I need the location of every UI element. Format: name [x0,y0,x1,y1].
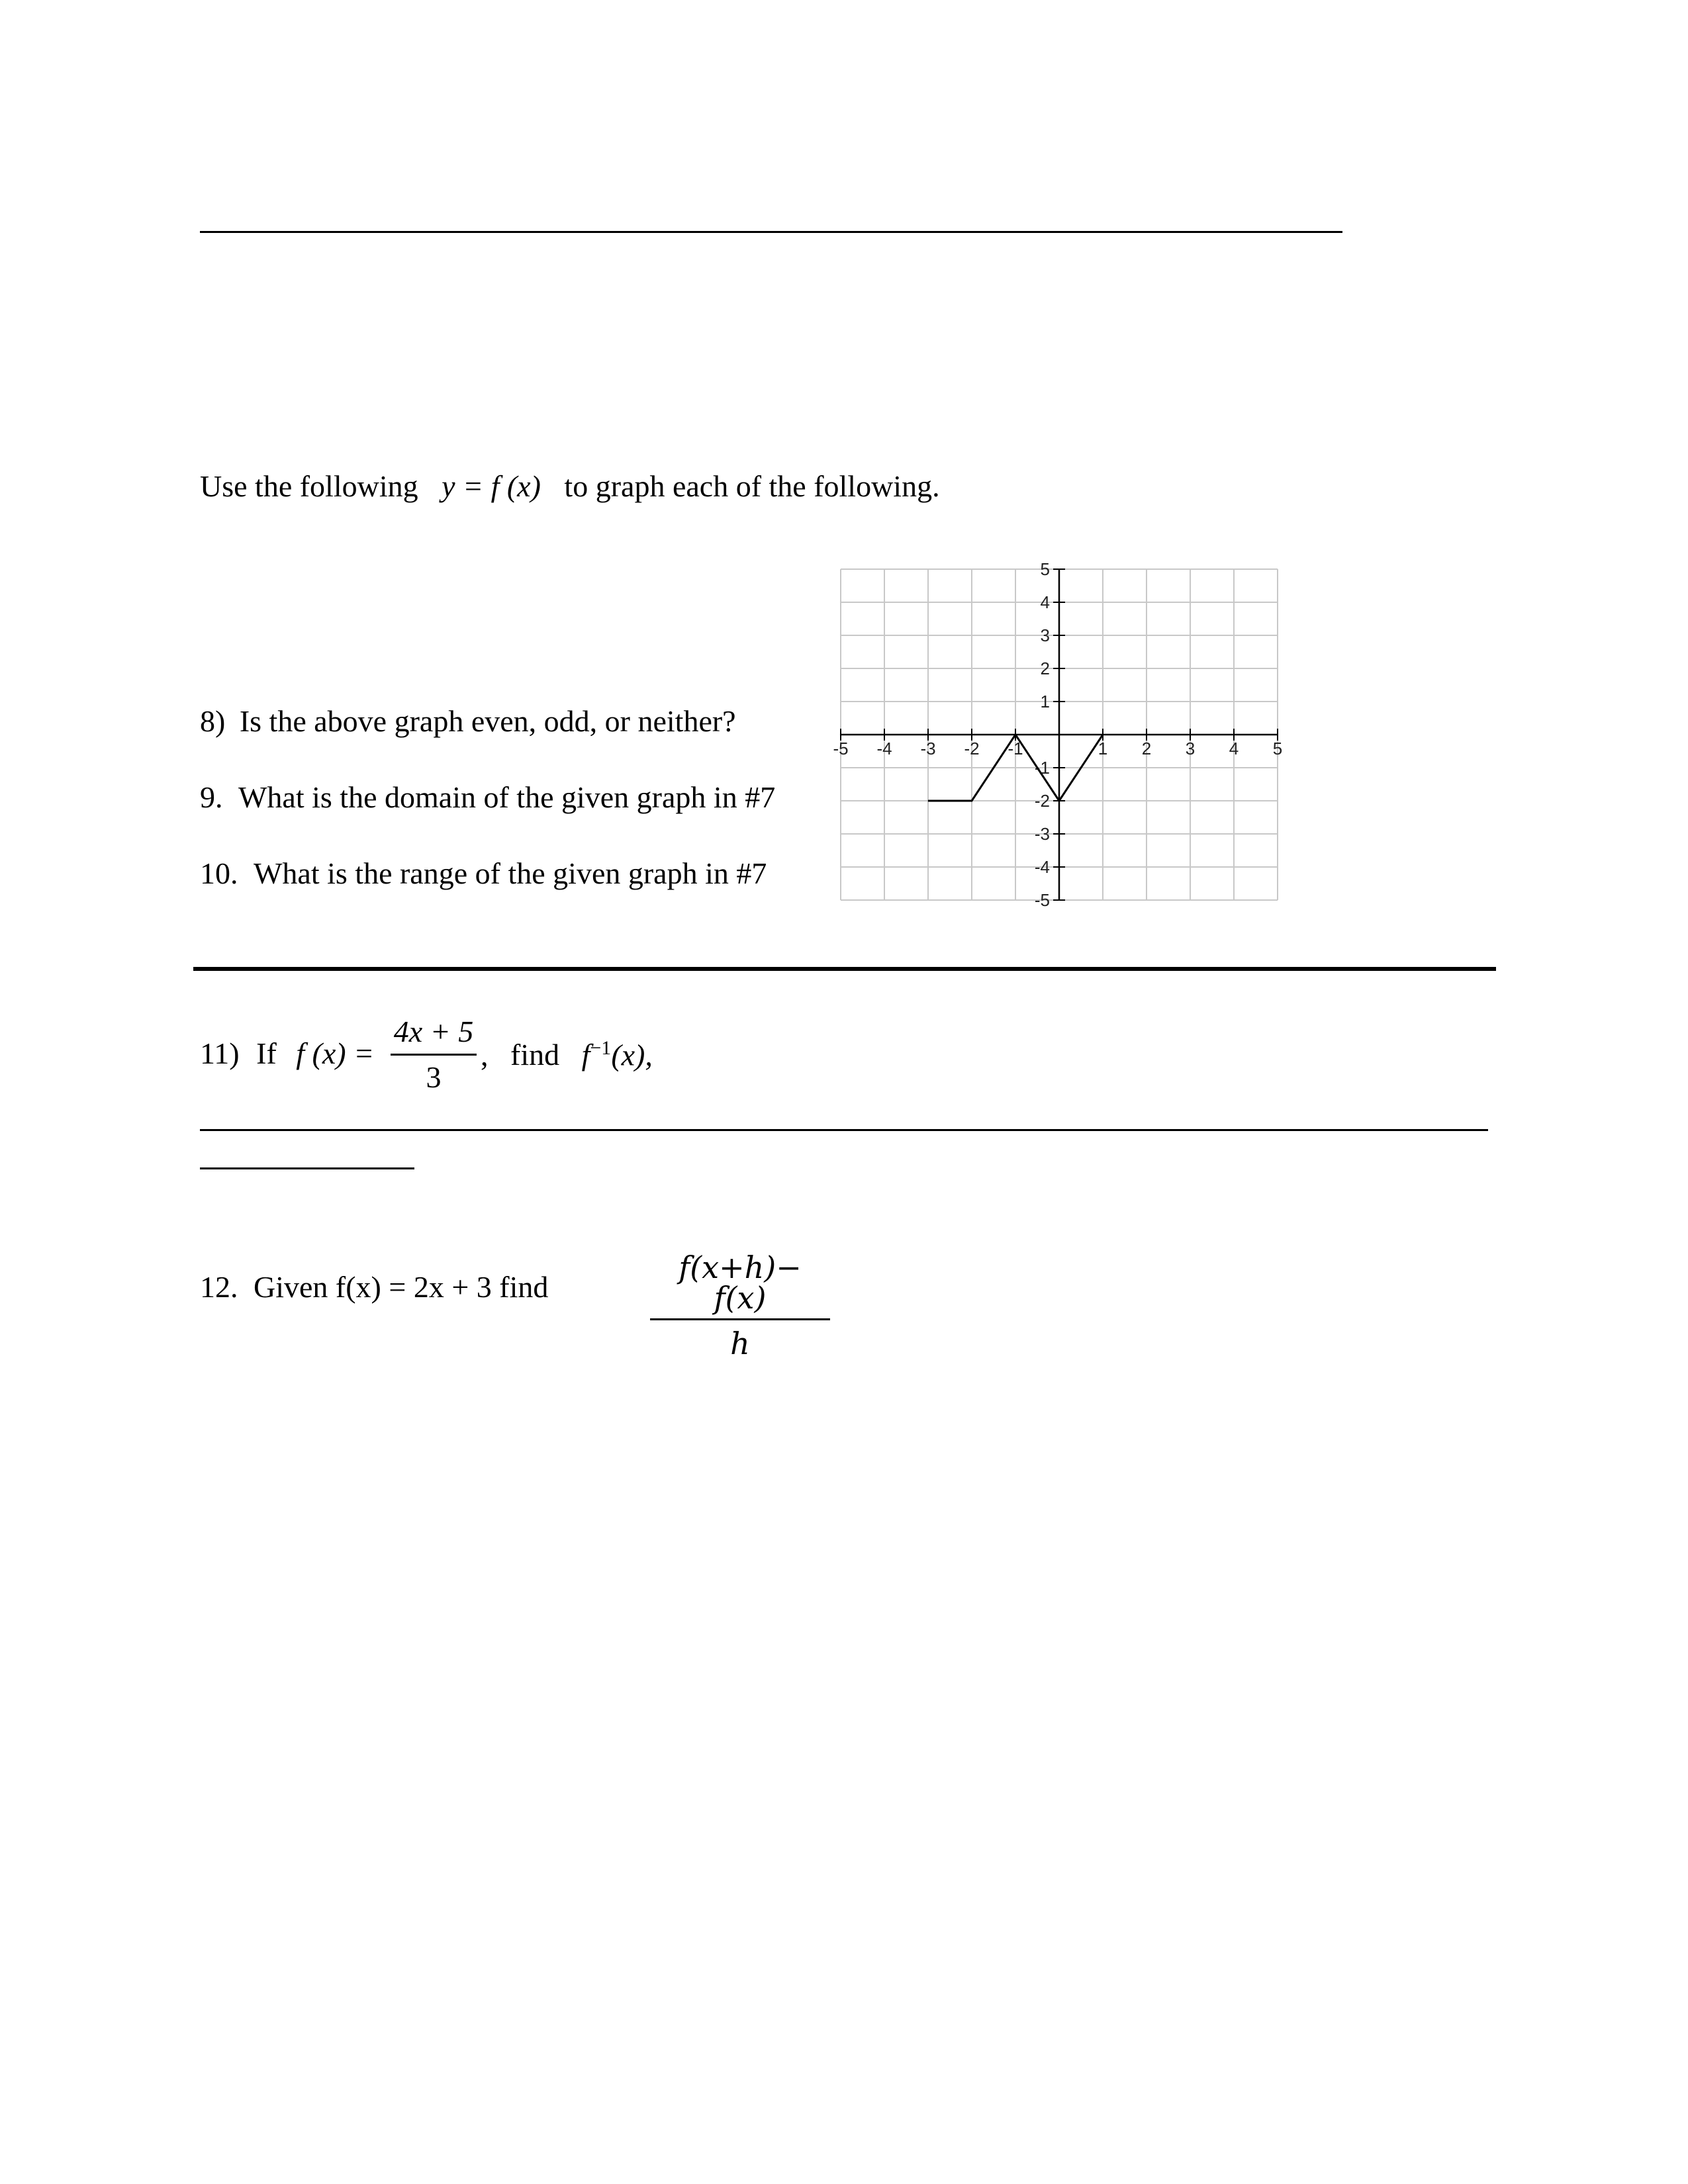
section-divider [193,967,1496,971]
instruction-equation: y = f (x) [442,469,541,503]
answer-line-top [200,231,1342,233]
inverse-function: f [581,1038,590,1072]
question-8 [200,706,736,737]
y-tick-label: 1 [1040,692,1050,711]
comma: , [481,1038,489,1072]
y-tick-label: 3 [1040,625,1050,645]
q11-fraction [391,1017,477,1093]
inverse-exponent: −1 [590,1037,612,1059]
question-9 [200,782,775,813]
x-tick-label: -5 [833,739,849,758]
answer-line-1 [200,1129,1488,1131]
find-word: find [510,1038,560,1072]
y-tick-label: -3 [1034,824,1050,844]
q11-find [481,1038,653,1070]
difference-denominator: h [730,1326,750,1361]
question-number: 11) [200,1036,240,1070]
question-text: Is the above graph even, odd, or neither? [239,704,736,738]
instruction-before: Use the following [200,469,418,503]
question-number: 10. [200,856,238,890]
if-word: If [256,1036,277,1070]
x-tick-label: -4 [876,739,892,758]
instruction [200,471,940,502]
question-12 [200,1272,548,1302]
x-tick-label: 2 [1141,739,1152,758]
function-graph [821,556,1297,927]
graph-axes [841,569,1278,900]
fraction-numerator: 4x + 5 [393,1015,474,1048]
x-tick-label: 3 [1185,739,1196,758]
x-tick-label: 1 [1098,739,1108,758]
question-number: 9. [200,780,223,814]
x-tick-labels [833,739,1282,758]
question-text: What is the range of the given graph in #7 [254,856,767,890]
instruction-after: to graph each of the following. [564,469,940,503]
inverse-argument: (x), [611,1038,653,1072]
fraction-denominator: 3 [426,1060,442,1094]
question-number: 12. [200,1270,238,1304]
x-tick-label: 5 [1272,739,1283,758]
y-tick-label: -1 [1034,758,1050,778]
question-10 [200,858,767,889]
x-tick-label: 4 [1229,739,1239,758]
y-tick-label: -5 [1034,890,1050,910]
difference-numerator: f(x+h)− f(x) [679,1250,802,1316]
question-text: Given f(x) = 2x + 3 find [254,1270,549,1304]
y-tick-label: -4 [1034,857,1050,877]
question-11 [200,1038,374,1069]
function-lhs: f (x) = [296,1036,375,1070]
answer-line-2 [200,1167,414,1169]
question-text: What is the domain of the given graph in #7 [238,780,776,814]
fraction-bar [650,1318,830,1320]
y-tick-label: 2 [1040,659,1050,678]
y-tick-label: -2 [1034,791,1050,811]
x-tick-label: -1 [1008,739,1023,758]
question-number: 8) [200,704,226,738]
x-tick-label: -3 [920,739,936,758]
x-tick-label: -2 [964,739,980,758]
y-tick-label: 4 [1040,592,1050,612]
difference-quotient [650,1252,830,1359]
fraction-bar [391,1054,477,1056]
y-tick-label: 5 [1040,559,1050,579]
